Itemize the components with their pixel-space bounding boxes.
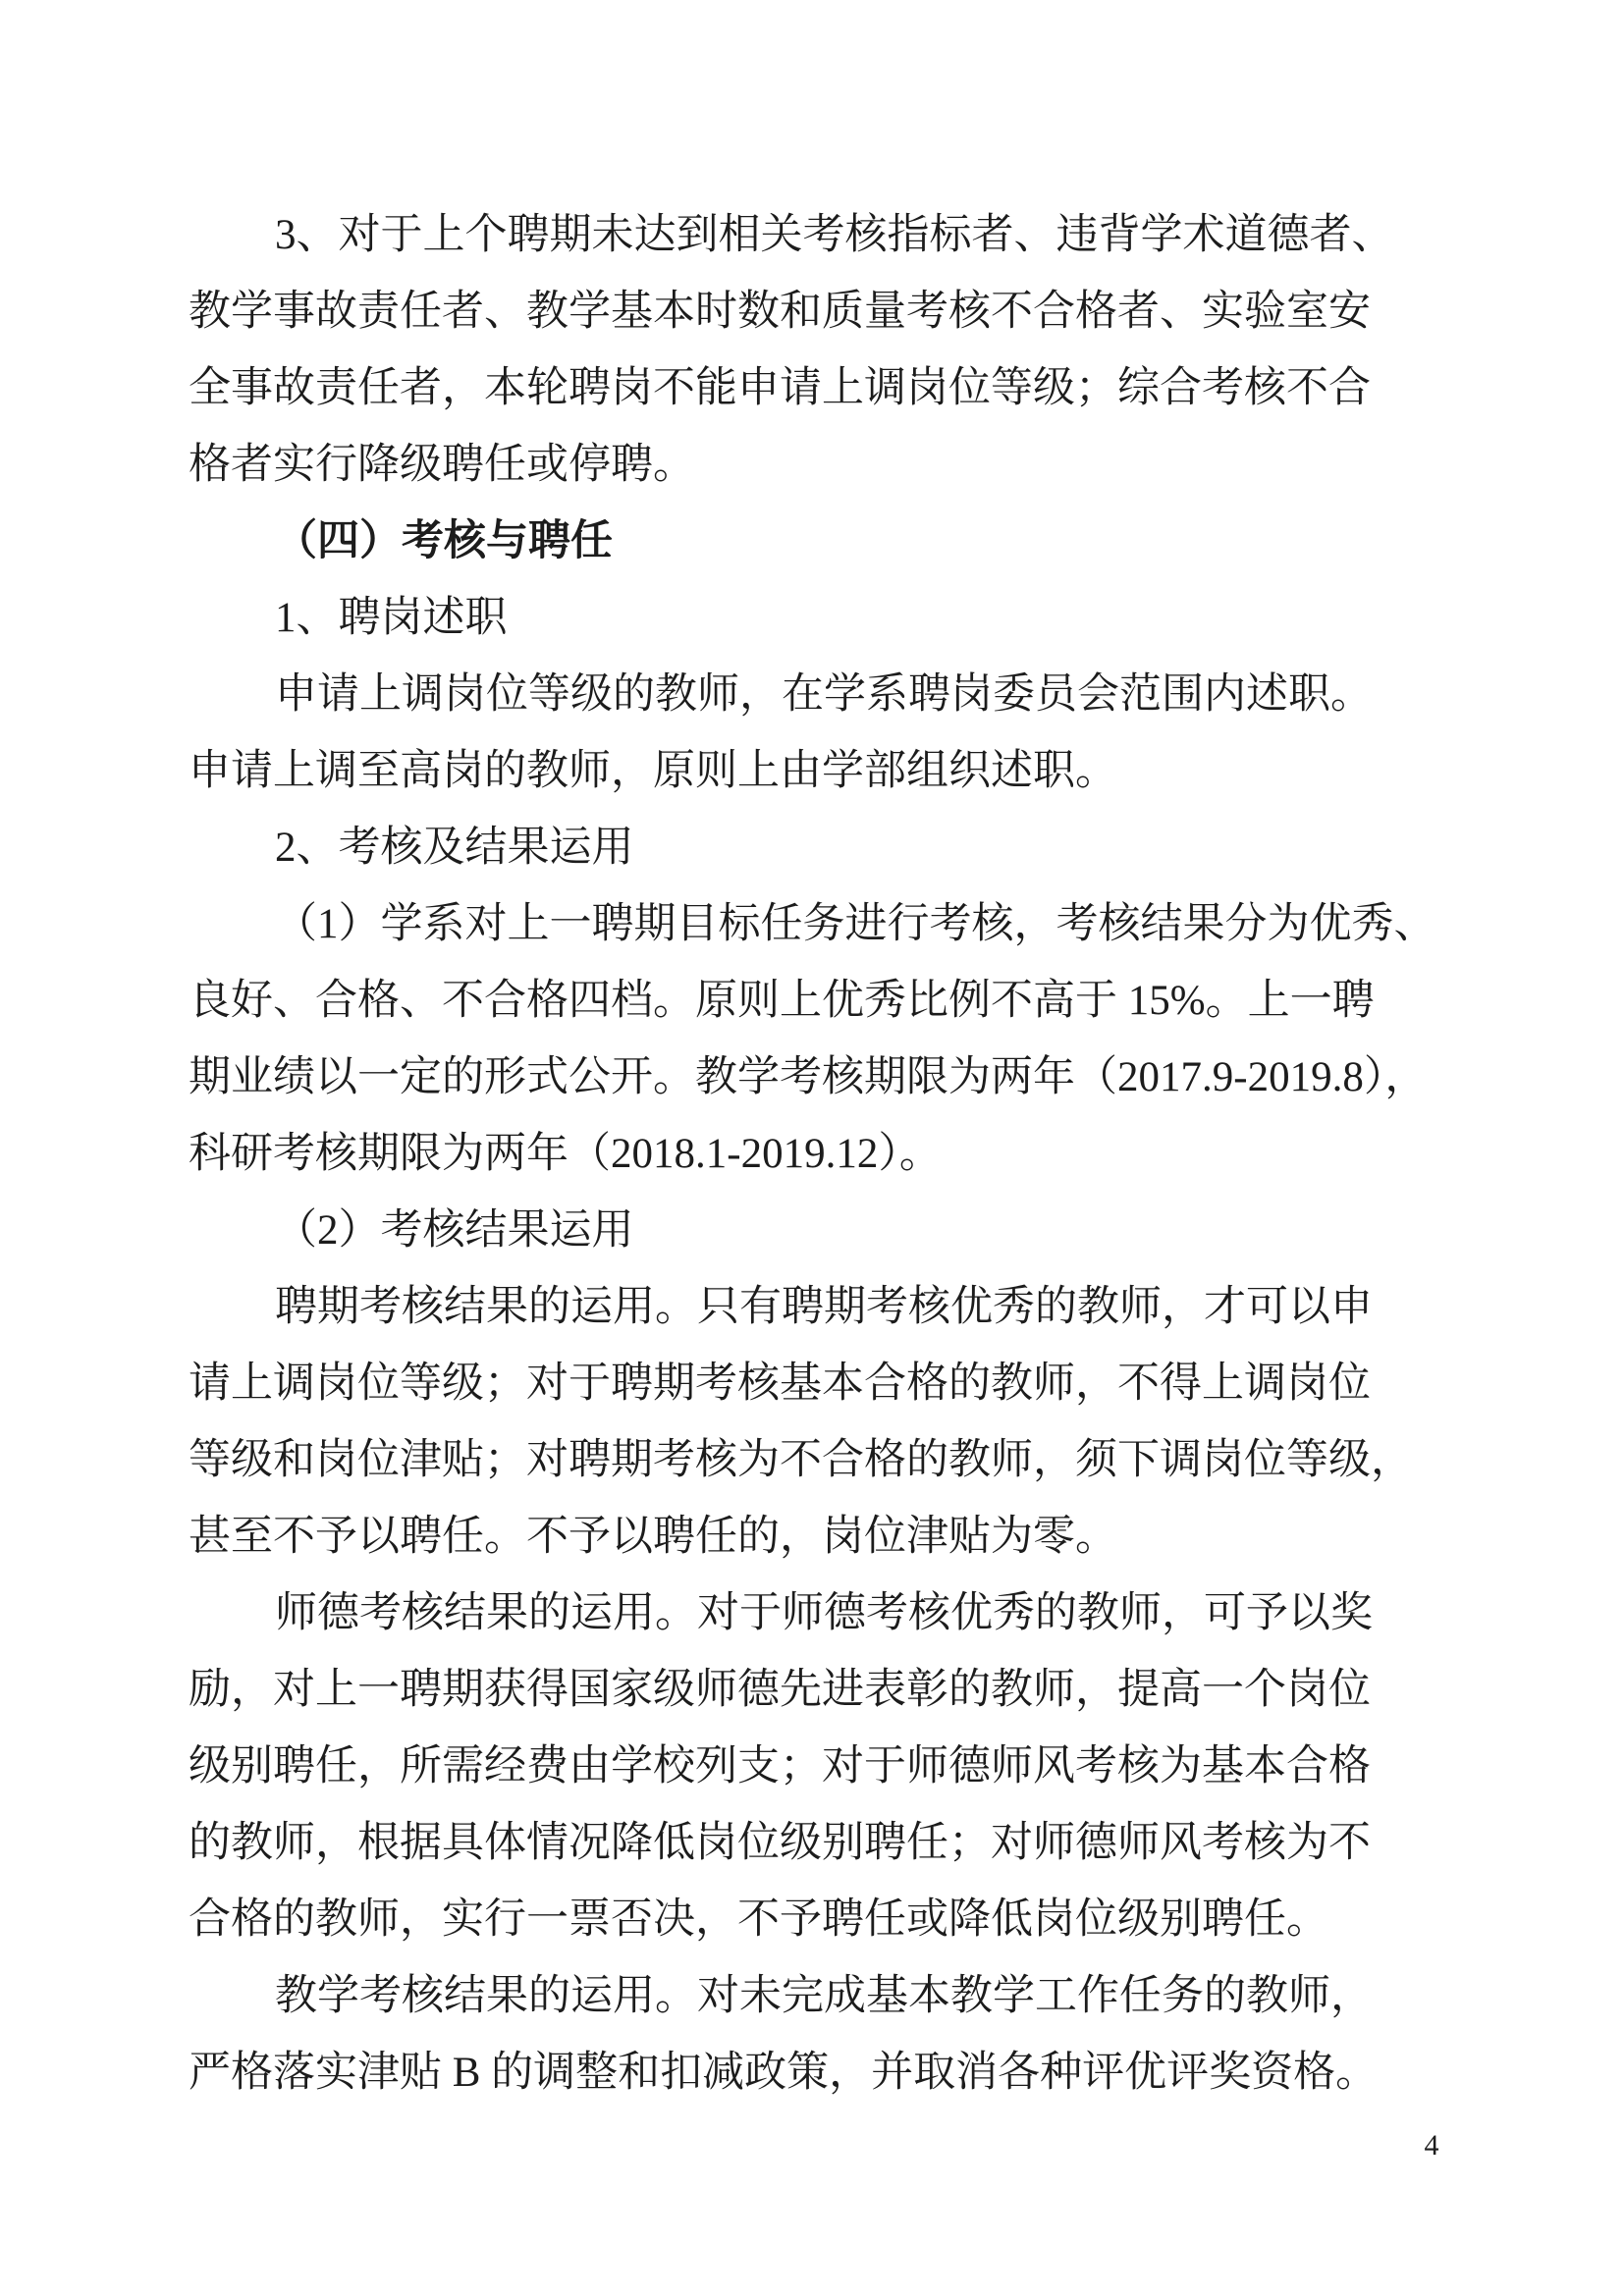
text-line: 请上调岗位等级；对于聘期考核基本合格的教师，不得上调岗位 <box>189 1361 1371 1407</box>
paragraph <box>189 1269 1434 1575</box>
text-line: 2、考核及结果运用 <box>275 825 634 871</box>
text-line: 的教师，根据具体情况降低岗位级别聘任；对师德师风考核为不 <box>189 1820 1371 1866</box>
document-body <box>189 197 1434 2111</box>
text-line: 级别聘任，所需经费由学校列支；对于师德师风考核为基本合格 <box>189 1743 1371 1789</box>
text-line: 全事故责任者，本轮聘岗不能申请上调岗位等级；综合考核不合 <box>189 365 1371 411</box>
text-line: 励，对上一聘期获得国家级师德先进表彰的教师，提高一个岗位 <box>189 1667 1371 1713</box>
text-line: 1、聘岗述职 <box>275 595 508 641</box>
text-line: （1）学系对上一聘期目标任务进行考核，考核结果分为优秀、 <box>275 901 1436 947</box>
text-line: 等级和岗位津贴；对聘期考核为不合格的教师，须下调岗位等级， <box>189 1437 1413 1483</box>
paragraph <box>189 810 1434 886</box>
text-line: 期业绩以一定的形式公开。教学考核期限为两年（2017.9-2019.8）， <box>189 1054 1428 1100</box>
text-line: 3、对于上个聘期未达到相关考核指标者、违背学术道德者、 <box>275 212 1394 258</box>
paragraph <box>189 1575 1434 1958</box>
text-line: 师德考核结果的运用。对于师德考核优秀的教师，可予以奖 <box>275 1590 1373 1636</box>
text-line: （2）考核结果运用 <box>275 1207 634 1254</box>
page-number: 4 <box>1424 2129 1439 2162</box>
paragraph <box>189 1958 1434 2111</box>
text-line: 科研考核期限为两年（2018.1-2019.12）。 <box>189 1131 942 1177</box>
text-line: 合格的教师，实行一票否决，不予聘任或降低岗位级别聘任。 <box>189 1896 1328 1943</box>
text-line: 教学考核结果的运用。对未完成基本教学工作任务的教师， <box>275 1973 1373 2019</box>
text-line: （四）考核与聘任 <box>275 518 613 564</box>
section-heading <box>189 504 1434 580</box>
paragraph <box>189 886 1434 1193</box>
text-line: 良好、合格、不合格四档。原则上优秀比例不高于 15%。上一聘 <box>189 978 1375 1024</box>
text-line: 甚至不予以聘任。不予以聘任的，岗位津贴为零。 <box>189 1514 1117 1560</box>
paragraph <box>189 1193 1434 1269</box>
paragraph <box>189 657 1434 810</box>
text-line: 申请上调岗位等级的教师，在学系聘岗委员会范围内述职。 <box>275 671 1373 718</box>
text-line: 聘期考核结果的运用。只有聘期考核优秀的教师，才可以申 <box>275 1284 1373 1330</box>
text-line: 教学事故责任者、教学基本时数和质量考核不合格者、实验室安 <box>189 289 1371 335</box>
text-line: 严格落实津贴 B 的调整和扣减政策，并取消各种评优评奖资格。 <box>189 2050 1379 2096</box>
paragraph <box>189 580 1434 657</box>
text-line: 格者实行降级聘任或停聘。 <box>189 442 695 488</box>
text-line: 申请上调至高岗的教师，原则上由学部组织述职。 <box>189 748 1117 794</box>
paragraph <box>189 197 1434 504</box>
